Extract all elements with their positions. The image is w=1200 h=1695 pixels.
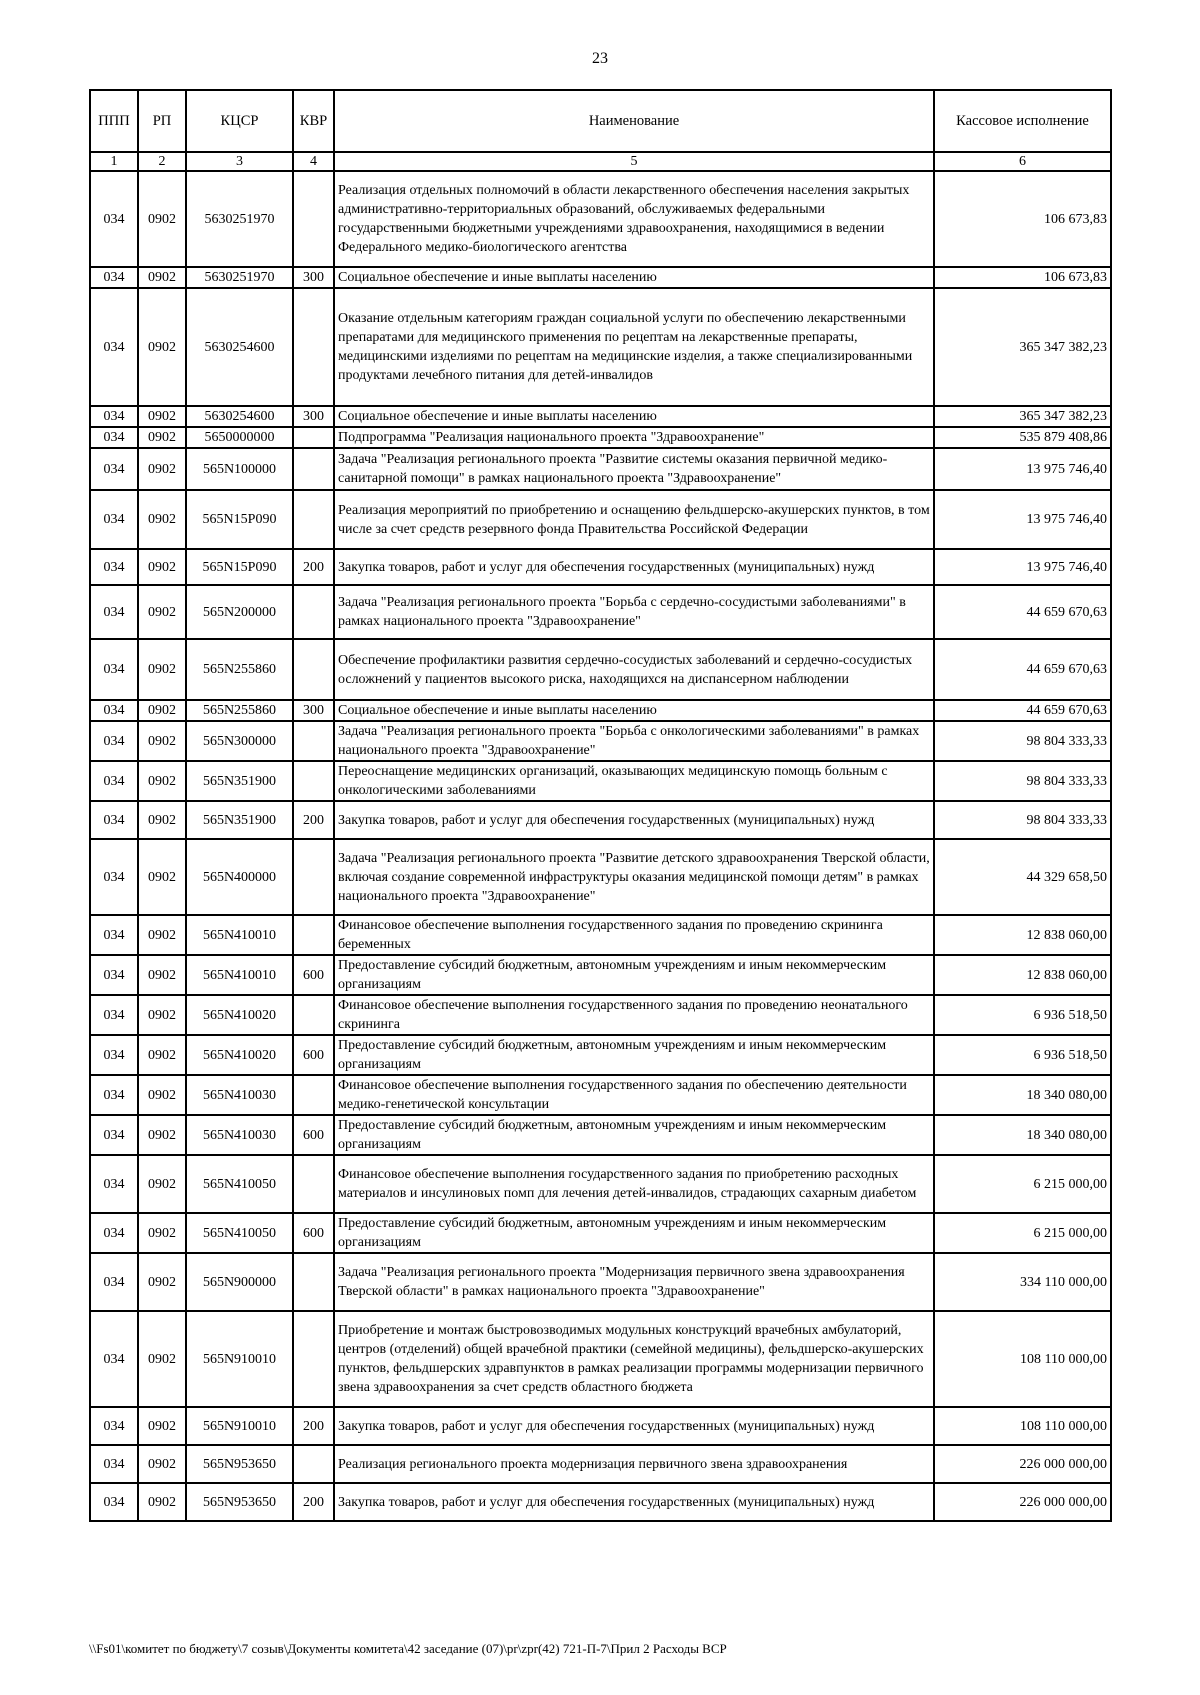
- row-name: Задача "Реализация регионального проекта "Развитие системы оказания первичной медико-санитарной помощи" в рамках национального проекта "Здравоохранение": [334, 448, 934, 490]
- row-ppp: 034: [90, 585, 138, 639]
- row-kvr: [293, 761, 334, 801]
- row-ppp: 034: [90, 549, 138, 585]
- row-rp: 0902: [138, 721, 186, 761]
- row-kcsr: 565N351900: [186, 801, 293, 839]
- row-kcsr: 565N900000: [186, 1253, 293, 1311]
- row-amount: 6 936 518,50: [934, 1035, 1111, 1075]
- expenditure-table: [89, 89, 1112, 1522]
- row-amount: 106 673,83: [934, 267, 1111, 288]
- row-amount: 334 110 000,00: [934, 1253, 1111, 1311]
- row-amount: 365 347 382,23: [934, 288, 1111, 406]
- row-name: Предоставление субсидий бюджетным, автономным учреждениям и иным некоммерческим организациям: [334, 1115, 934, 1155]
- row-kcsr: 565N255860: [186, 639, 293, 700]
- row-ppp: 034: [90, 1155, 138, 1213]
- table-row: [90, 1253, 1111, 1311]
- row-kcsr: 565N410030: [186, 1115, 293, 1155]
- row-ppp: 034: [90, 761, 138, 801]
- row-kvr: [293, 639, 334, 700]
- row-kcsr: 565N400000: [186, 839, 293, 915]
- row-rp: 0902: [138, 171, 186, 267]
- row-ppp: 034: [90, 267, 138, 288]
- header-kvr: КВР: [293, 90, 334, 152]
- table-row: [90, 1445, 1111, 1483]
- row-rp: 0902: [138, 1445, 186, 1483]
- row-kvr: 200: [293, 1483, 334, 1521]
- table-row: [90, 171, 1111, 267]
- row-kvr: 200: [293, 801, 334, 839]
- table-row: [90, 1155, 1111, 1213]
- row-kcsr: 565N15P090: [186, 549, 293, 585]
- row-kvr: [293, 1253, 334, 1311]
- header-rp: РП: [138, 90, 186, 152]
- column-number: 5: [334, 152, 934, 171]
- row-name: Подпрограмма "Реализация национального проекта "Здравоохранение": [334, 427, 934, 448]
- row-kvr: [293, 1311, 334, 1407]
- row-name: Социальное обеспечение и иные выплаты населению: [334, 406, 934, 427]
- row-rp: 0902: [138, 1035, 186, 1075]
- row-name: Задача "Реализация регионального проекта "Развитие детского здравоохранения Тверской области, включая создание современной инфраструктуры оказания медицинской помощи детям" в рамках национального проекта "Здравоохранение": [334, 839, 934, 915]
- row-kvr: [293, 839, 334, 915]
- row-kcsr: 565N953650: [186, 1445, 293, 1483]
- row-rp: 0902: [138, 995, 186, 1035]
- row-kvr: 600: [293, 1213, 334, 1253]
- row-rp: 0902: [138, 1483, 186, 1521]
- row-ppp: 034: [90, 427, 138, 448]
- row-amount: 44 659 670,63: [934, 585, 1111, 639]
- row-kvr: [293, 721, 334, 761]
- row-kvr: 300: [293, 700, 334, 721]
- table-row: [90, 915, 1111, 955]
- row-ppp: 034: [90, 1035, 138, 1075]
- row-kcsr: 565N410020: [186, 995, 293, 1035]
- row-amount: 365 347 382,23: [934, 406, 1111, 427]
- row-ppp: 034: [90, 490, 138, 549]
- column-number: 4: [293, 152, 334, 171]
- row-name: Финансовое обеспечение выполнения государственного задания по проведению скрининга беременных: [334, 915, 934, 955]
- row-name: Задача "Реализация регионального проекта "Борьба с онкологическими заболеваниями" в рамках национального проекта "Здравоохранение": [334, 721, 934, 761]
- file-path-footer: \\Fs01\комитет по бюджету\7 созыв\Документы комитета\42 заседание (07)\pr\zpr(42) 721-П-7\Прил 2 Расходы ВСР: [89, 1641, 727, 1656]
- row-kvr: 300: [293, 406, 334, 427]
- row-ppp: 034: [90, 639, 138, 700]
- row-amount: 98 804 333,33: [934, 721, 1111, 761]
- row-kvr: 200: [293, 1407, 334, 1445]
- table-row: [90, 1075, 1111, 1115]
- row-kvr: 300: [293, 267, 334, 288]
- row-rp: 0902: [138, 915, 186, 955]
- row-ppp: 034: [90, 955, 138, 995]
- table-row: [90, 700, 1111, 721]
- row-rp: 0902: [138, 1115, 186, 1155]
- row-amount: 108 110 000,00: [934, 1311, 1111, 1407]
- row-amount: 226 000 000,00: [934, 1445, 1111, 1483]
- row-rp: 0902: [138, 585, 186, 639]
- table-body: [90, 152, 1111, 1521]
- column-number: 2: [138, 152, 186, 171]
- row-name: Социальное обеспечение и иные выплаты населению: [334, 267, 934, 288]
- row-rp: 0902: [138, 448, 186, 490]
- row-name: Приобретение и монтаж быстровозводимых модульных конструкций врачебных амбулаторий, центров (отделений) общей врачебной практики (семейной медицины), фельдшерско-акушерских пунктов, фельдшерских здравпунктов в рамках реализации программы модернизации первичного звена здравоохранения за счет средств областного бюджета: [334, 1311, 934, 1407]
- row-ppp: 034: [90, 1213, 138, 1253]
- table-row: [90, 1213, 1111, 1253]
- row-kcsr: 5630251970: [186, 171, 293, 267]
- row-kcsr: 565N910010: [186, 1311, 293, 1407]
- row-kcsr: 565N910010: [186, 1407, 293, 1445]
- row-kvr: [293, 427, 334, 448]
- row-kvr: [293, 1445, 334, 1483]
- header-amount: Кассовое исполнение: [934, 90, 1111, 152]
- row-ppp: 034: [90, 1483, 138, 1521]
- row-kcsr: 565N100000: [186, 448, 293, 490]
- table-row: [90, 995, 1111, 1035]
- row-kvr: [293, 1075, 334, 1115]
- header-kcsr: КЦСР: [186, 90, 293, 152]
- row-kcsr: 565N410020: [186, 1035, 293, 1075]
- table-row: [90, 1115, 1111, 1155]
- row-rp: 0902: [138, 839, 186, 915]
- table-row: [90, 721, 1111, 761]
- row-name: Задача "Реализация регионального проекта "Борьба с сердечно-сосудистыми заболеваниями" в рамках национального проекта "Здравоохранение": [334, 585, 934, 639]
- row-kcsr: 5630251970: [186, 267, 293, 288]
- row-rp: 0902: [138, 406, 186, 427]
- table-row: [90, 761, 1111, 801]
- row-kvr: [293, 448, 334, 490]
- row-ppp: 034: [90, 915, 138, 955]
- row-ppp: 034: [90, 288, 138, 406]
- row-ppp: 034: [90, 721, 138, 761]
- table-row: [90, 839, 1111, 915]
- row-amount: 13 975 746,40: [934, 448, 1111, 490]
- row-kcsr: 565N410010: [186, 955, 293, 995]
- row-rp: 0902: [138, 1075, 186, 1115]
- row-rp: 0902: [138, 801, 186, 839]
- row-amount: 13 975 746,40: [934, 490, 1111, 549]
- row-name: Реализация регионального проекта модернизация первичного звена здравоохранения: [334, 1445, 934, 1483]
- row-rp: 0902: [138, 955, 186, 995]
- table-row: [90, 955, 1111, 995]
- row-amount: 6 215 000,00: [934, 1213, 1111, 1253]
- row-ppp: 034: [90, 1407, 138, 1445]
- row-kcsr: 565N200000: [186, 585, 293, 639]
- table-row: [90, 288, 1111, 406]
- row-rp: 0902: [138, 639, 186, 700]
- row-name: Закупка товаров, работ и услуг для обеспечения государственных (муниципальных) нужд: [334, 801, 934, 839]
- row-kvr: [293, 585, 334, 639]
- row-rp: 0902: [138, 1213, 186, 1253]
- row-kcsr: 565N351900: [186, 761, 293, 801]
- row-rp: 0902: [138, 1407, 186, 1445]
- row-rp: 0902: [138, 761, 186, 801]
- table-row: [90, 406, 1111, 427]
- row-amount: 44 659 670,63: [934, 700, 1111, 721]
- row-kvr: 600: [293, 1035, 334, 1075]
- row-amount: 18 340 080,00: [934, 1115, 1111, 1155]
- row-kvr: [293, 1155, 334, 1213]
- row-amount: 44 659 670,63: [934, 639, 1111, 700]
- row-name: Реализация отдельных полномочий в области лекарственного обеспечения населения закрытых административно-территориальных образований, обслуживаемых федеральными государственными бюджетными учреждениями здравоохранения, находящимися в ведении Федерального медико-биологического агентства: [334, 171, 934, 267]
- row-name: Финансовое обеспечение выполнения государственного задания по обеспечению деятельности медико-генетической консультации: [334, 1075, 934, 1115]
- row-ppp: 034: [90, 448, 138, 490]
- row-kvr: 600: [293, 955, 334, 995]
- table-row: [90, 1035, 1111, 1075]
- row-amount: 535 879 408,86: [934, 427, 1111, 448]
- table-row: [90, 1407, 1111, 1445]
- table-row: [90, 801, 1111, 839]
- row-kvr: [293, 915, 334, 955]
- row-amount: 18 340 080,00: [934, 1075, 1111, 1115]
- row-ppp: 034: [90, 1253, 138, 1311]
- row-rp: 0902: [138, 267, 186, 288]
- row-kcsr: 565N410050: [186, 1213, 293, 1253]
- table-row: [90, 427, 1111, 448]
- row-name: Предоставление субсидий бюджетным, автономным учреждениям и иным некоммерческим организациям: [334, 1035, 934, 1075]
- row-rp: 0902: [138, 1253, 186, 1311]
- row-ppp: 034: [90, 1311, 138, 1407]
- row-kcsr: 565N410050: [186, 1155, 293, 1213]
- row-kvr: [293, 171, 334, 267]
- row-name: Задача "Реализация регионального проекта "Модернизация первичного звена здравоохранения Тверской области" в рамках национального проекта "Здравоохранение": [334, 1253, 934, 1311]
- row-name: Закупка товаров, работ и услуг для обеспечения государственных (муниципальных) нужд: [334, 1483, 934, 1521]
- row-kcsr: 565N255860: [186, 700, 293, 721]
- row-ppp: 034: [90, 1075, 138, 1115]
- row-kvr: 200: [293, 549, 334, 585]
- table-row: [90, 1311, 1111, 1407]
- row-rp: 0902: [138, 700, 186, 721]
- row-kcsr: 565N300000: [186, 721, 293, 761]
- table-row: [90, 267, 1111, 288]
- row-amount: 226 000 000,00: [934, 1483, 1111, 1521]
- row-kcsr: 565N410010: [186, 915, 293, 955]
- table-row: [90, 448, 1111, 490]
- header-ppp: ППП: [90, 90, 138, 152]
- row-name: Финансовое обеспечение выполнения государственного задания по приобретению расходных материалов и инсулиновых помп для лечения детей-инвалидов, страдающих сахарным диабетом: [334, 1155, 934, 1213]
- row-ppp: 034: [90, 700, 138, 721]
- row-ppp: 034: [90, 406, 138, 427]
- column-number: 1: [90, 152, 138, 171]
- row-kcsr: 565N410030: [186, 1075, 293, 1115]
- row-kvr: [293, 288, 334, 406]
- row-rp: 0902: [138, 1311, 186, 1407]
- row-kvr: [293, 995, 334, 1035]
- row-ppp: 034: [90, 1445, 138, 1483]
- row-rp: 0902: [138, 490, 186, 549]
- row-kcsr: 5630254600: [186, 406, 293, 427]
- row-amount: 98 804 333,33: [934, 801, 1111, 839]
- row-name: Закупка товаров, работ и услуг для обеспечения государственных (муниципальных) нужд: [334, 549, 934, 585]
- row-amount: 12 838 060,00: [934, 955, 1111, 995]
- row-kcsr: 565N953650: [186, 1483, 293, 1521]
- row-ppp: 034: [90, 839, 138, 915]
- row-amount: 6 936 518,50: [934, 995, 1111, 1035]
- column-number-row: [90, 152, 1111, 171]
- table-row: [90, 639, 1111, 700]
- row-name: Социальное обеспечение и иные выплаты населению: [334, 700, 934, 721]
- row-kvr: [293, 490, 334, 549]
- row-ppp: 034: [90, 1115, 138, 1155]
- row-name: Закупка товаров, работ и услуг для обеспечения государственных (муниципальных) нужд: [334, 1407, 934, 1445]
- header-name: Наименование: [334, 90, 934, 152]
- row-kvr: 600: [293, 1115, 334, 1155]
- row-name: Переоснащение медицинских организаций, оказывающих медицинскую помощь больным с онкологическими заболеваниями: [334, 761, 934, 801]
- row-name: Реализация мероприятий по приобретению и оснащению фельдшерско-акушерских пунктов, в том числе за счет средств резервного фонда Правительства Российской Федерации: [334, 490, 934, 549]
- table-header: [90, 90, 1111, 152]
- table-row: [90, 549, 1111, 585]
- row-name: Финансовое обеспечение выполнения государственного задания по проведению неонатального скрининга: [334, 995, 934, 1035]
- page-number: 23: [592, 50, 608, 67]
- row-amount: 106 673,83: [934, 171, 1111, 267]
- row-amount: 12 838 060,00: [934, 915, 1111, 955]
- row-amount: 98 804 333,33: [934, 761, 1111, 801]
- row-name: Предоставление субсидий бюджетным, автономным учреждениям и иным некоммерческим организациям: [334, 955, 934, 995]
- row-kcsr: 5650000000: [186, 427, 293, 448]
- row-name: Обеспечение профилактики развития сердечно-сосудистых заболеваний и сердечно-сосудистых осложнений у пациентов высокого риска, находящихся на диспансерном наблюдении: [334, 639, 934, 700]
- row-rp: 0902: [138, 288, 186, 406]
- table-row: [90, 1483, 1111, 1521]
- row-amount: 108 110 000,00: [934, 1407, 1111, 1445]
- row-rp: 0902: [138, 427, 186, 448]
- row-rp: 0902: [138, 549, 186, 585]
- table-row: [90, 490, 1111, 549]
- row-kcsr: 5630254600: [186, 288, 293, 406]
- row-amount: 44 329 658,50: [934, 839, 1111, 915]
- column-number: 6: [934, 152, 1111, 171]
- row-amount: 13 975 746,40: [934, 549, 1111, 585]
- row-rp: 0902: [138, 1155, 186, 1213]
- row-name: Предоставление субсидий бюджетным, автономным учреждениям и иным некоммерческим организациям: [334, 1213, 934, 1253]
- table-row: [90, 585, 1111, 639]
- row-kcsr: 565N15P090: [186, 490, 293, 549]
- row-ppp: 034: [90, 801, 138, 839]
- row-ppp: 034: [90, 171, 138, 267]
- row-name: Оказание отдельным категориям граждан социальной услуги по обеспечению лекарственными препаратами для медицинского применения по рецептам на лекарственные препараты, медицинскими изделиями по рецептам на медицинские изделия, а также специализированными продуктами лечебного питания для детей-инвалидов: [334, 288, 934, 406]
- row-amount: 6 215 000,00: [934, 1155, 1111, 1213]
- row-ppp: 034: [90, 995, 138, 1035]
- column-number: 3: [186, 152, 293, 171]
